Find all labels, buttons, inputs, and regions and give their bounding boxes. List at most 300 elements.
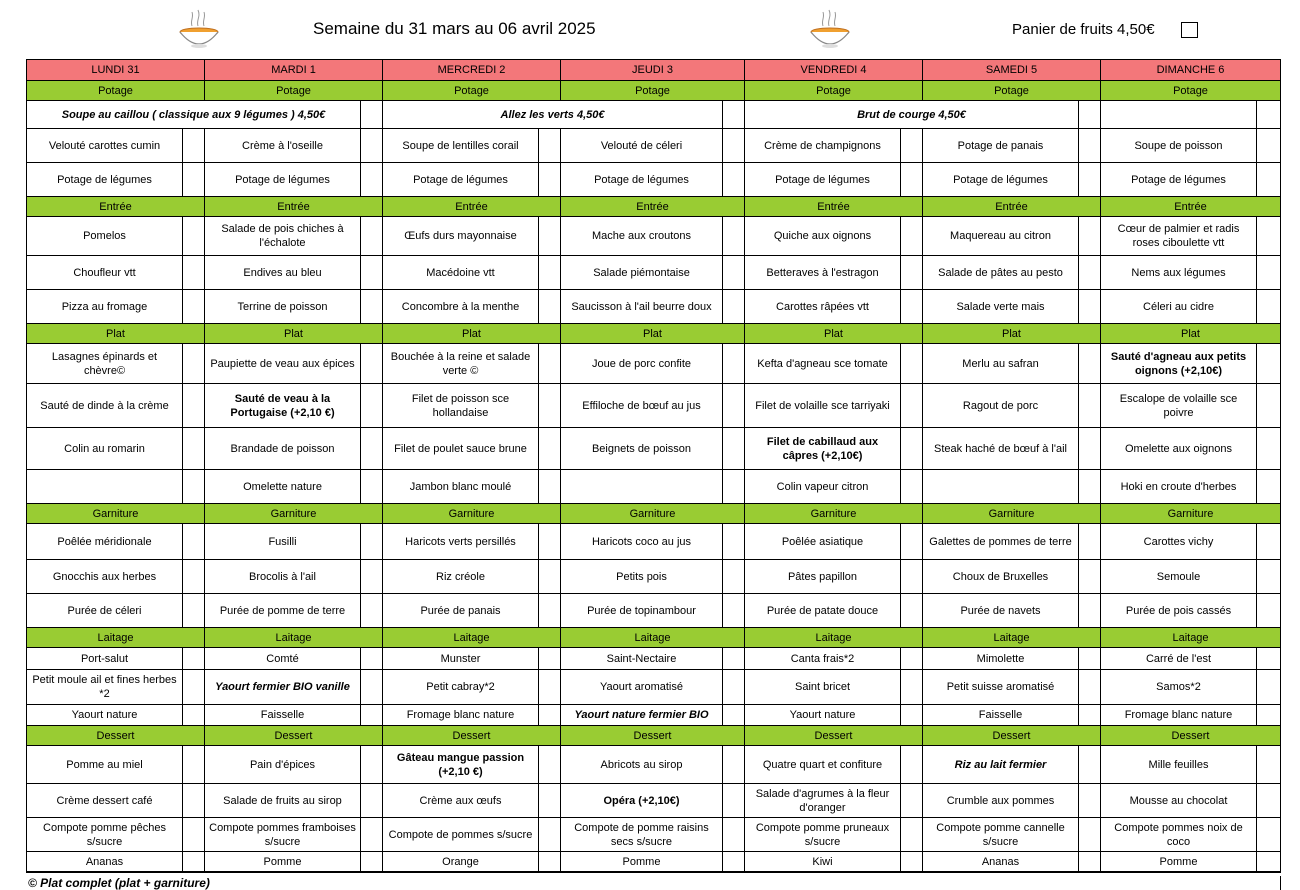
weekly-menu-table [26,59,1281,873]
menu-item-spacer [539,818,561,852]
menu-item: Choufleur vtt [27,256,183,290]
menu-item: Jambon blanc moulé [383,470,539,504]
menu-item-spacer [183,670,205,705]
section-header-garniture: Garniture [1101,504,1280,524]
menu-item-spacer [183,524,205,560]
menu-item-spacer [1079,290,1101,324]
menu-item: Purée de céleri [27,594,183,628]
menu-item: Soupe de lentilles corail [383,129,539,163]
menu-item-spacer [1079,648,1101,670]
section-header-plat: Plat [205,324,383,344]
menu-item-spacer [1079,560,1101,594]
menu-item-spacer [901,524,923,560]
menu-item-spacer [1079,818,1101,852]
menu-item-spacer [901,384,923,428]
menu-item: Purée de panais [383,594,539,628]
menu-item-spacer [1257,670,1280,705]
menu-item: Crème de champignons [745,129,901,163]
menu-item-spacer [1257,101,1280,129]
menu-item: Ragout de porc [923,384,1079,428]
menu-item: Effiloche de bœuf au jus [561,384,723,428]
menu-item: Lasagnes épinards et chèvre© [27,344,183,384]
menu-item-spacer [901,746,923,784]
menu-item-spacer [1257,705,1280,726]
menu-item-spacer [361,344,383,384]
menu-item: Yaourt nature [745,705,901,726]
menu-item-spacer [723,217,745,256]
menu-item: Maquereau au citron [923,217,1079,256]
menu-item-spacer [539,670,561,705]
menu-item: Pomelos [27,217,183,256]
section-header-entree: Entrée [745,197,923,217]
menu-item-spacer [1257,290,1280,324]
menu-item-spacer [183,594,205,628]
section-header-plat: Plat [27,324,205,344]
menu-item: Compote pomme pruneaux s/sucre [745,818,901,852]
day-header: SAMEDI 5 [923,60,1101,81]
menu-item-spacer [1257,384,1280,428]
menu-item: Escalope de volaille sce poivre [1101,384,1257,428]
menu-item: Abricots au sirop [561,746,723,784]
menu-item-spacer [183,648,205,670]
menu-item-spacer [1079,594,1101,628]
menu-item-spacer [1257,524,1280,560]
menu-item-spacer [1079,470,1101,504]
menu-item: Yaourt nature [27,705,183,726]
fruit-basket-checkbox[interactable] [1181,22,1198,38]
menu-item-spacer [183,163,205,197]
menu-item: Yaourt fermier BIO vanille [205,670,361,705]
menu-item: Petit suisse aromatisé [923,670,1079,705]
section-header-potage: Potage [205,81,383,101]
menu-item-spacer [361,428,383,470]
menu-item-spacer [901,560,923,594]
menu-item: Céleri au cidre [1101,290,1257,324]
footnote: © Plat complet (plat + garniture) [28,876,210,890]
menu-item-spacer [183,384,205,428]
menu-item: Compote de pommes s/sucre [383,818,539,852]
menu-item: Paupiette de veau aux épices [205,344,361,384]
menu-item-spacer [1257,428,1280,470]
menu-item: Potage de légumes [923,163,1079,197]
section-header-garniture: Garniture [561,504,745,524]
section-header-laitage: Laitage [27,628,205,648]
day-header: MARDI 1 [205,60,383,81]
menu-item-spacer [723,163,745,197]
menu-item-spacer [723,818,745,852]
menu-item: Potage de légumes [1101,163,1257,197]
menu-item: Filet de poulet sauce brune [383,428,539,470]
menu-item-spacer [1079,101,1101,129]
menu-item-spacer [901,852,923,872]
menu-item-spacer [1079,670,1101,705]
menu-item-spacer [901,217,923,256]
menu-item-spacer [183,852,205,872]
menu-item-spacer [539,384,561,428]
menu-item-spacer [361,217,383,256]
day-header: MERCREDI 2 [383,60,561,81]
menu-item: Pomme [1101,852,1257,872]
section-header-garniture: Garniture [923,504,1101,524]
section-header-plat: Plat [745,324,923,344]
menu-item-spacer [723,470,745,504]
day-header: JEUDI 3 [561,60,745,81]
menu-item: Beignets de poisson [561,428,723,470]
menu-item-spacer [901,784,923,818]
menu-item-spacer [723,524,745,560]
menu-item-spacer [901,163,923,197]
menu-item-spacer [361,560,383,594]
section-header-entree: Entrée [1101,197,1280,217]
menu-item: Mimolette [923,648,1079,670]
menu-item: Betteraves à l'estragon [745,256,901,290]
menu-item: Omelette aux oignons [1101,428,1257,470]
menu-item: Purée de pomme de terre [205,594,361,628]
menu-item-spacer [183,746,205,784]
soup-bowl-icon [805,6,855,52]
menu-item: Sauté de dinde à la crème [27,384,183,428]
menu-item-spacer [901,594,923,628]
menu-item: Macédoine vtt [383,256,539,290]
menu-item-spacer [1079,217,1101,256]
menu-item-spacer [539,524,561,560]
menu-item-spacer [723,129,745,163]
menu-item-spacer [1257,560,1280,594]
section-header-dessert: Dessert [745,726,923,746]
menu-item: Omelette nature [205,470,361,504]
menu-item-spacer [361,256,383,290]
menu-item: Endives au bleu [205,256,361,290]
menu-item: Poêlée asiatique [745,524,901,560]
menu-item-spacer [1257,470,1280,504]
day-header: VENDREDI 4 [745,60,923,81]
day-header: LUNDI 31 [27,60,205,81]
menu-item-spacer [723,594,745,628]
menu-item-spacer [901,470,923,504]
menu-item: Faisselle [923,705,1079,726]
menu-item: Petit moule ail et fines herbes *2 [27,670,183,705]
menu-item-spacer [1257,746,1280,784]
menu-item: Pomme au miel [27,746,183,784]
menu-item-spacer [901,290,923,324]
menu-item-spacer [539,746,561,784]
menu-item: Salade d'agrumes à la fleur d'oranger [745,784,901,818]
menu-item: Nems aux légumes [1101,256,1257,290]
menu-item-spacer [1257,163,1280,197]
menu-item-spacer [723,648,745,670]
menu-item: Filet de poisson sce hollandaise [383,384,539,428]
menu-item-spacer [1257,256,1280,290]
menu-item: Quiche aux oignons [745,217,901,256]
menu-item-spacer [1257,784,1280,818]
menu-item-spacer [539,129,561,163]
section-header-dessert: Dessert [383,726,561,746]
menu-item [923,470,1079,504]
menu-item: Salade de pâtes au pesto [923,256,1079,290]
menu-item-spacer [183,560,205,594]
section-header-laitage: Laitage [923,628,1101,648]
menu-item: Saint bricet [745,670,901,705]
menu-item-spacer [901,670,923,705]
menu-item: Brandade de poisson [205,428,361,470]
section-header-laitage: Laitage [205,628,383,648]
menu-item: Mille feuilles [1101,746,1257,784]
menu-item: Opéra (+2,10€) [561,784,723,818]
menu-item: Brocolis à l'ail [205,560,361,594]
menu-item-spacer [723,784,745,818]
menu-item-spacer [1257,217,1280,256]
menu-item: Salade piémontaise [561,256,723,290]
section-header-potage: Potage [923,81,1101,101]
section-header-laitage: Laitage [561,628,745,648]
menu-item-spacer [539,428,561,470]
menu-item: Terrine de poisson [205,290,361,324]
menu-item-spacer [1079,705,1101,726]
menu-item: Orange [383,852,539,872]
menu-item: Colin vapeur citron [745,470,901,504]
menu-item: Velouté de céleri [561,129,723,163]
menu-item-spacer [183,705,205,726]
section-header-entree: Entrée [27,197,205,217]
menu-item: Sauté de veau à la Portugaise (+2,10 €) [205,384,361,428]
menu-item: Saucisson à l'ail beurre doux [561,290,723,324]
menu-item: Quatre quart et confiture [745,746,901,784]
menu-item: Petit cabray*2 [383,670,539,705]
menu-item: Carottes râpées vtt [745,290,901,324]
soup-special [1101,101,1257,129]
section-header-garniture: Garniture [27,504,205,524]
soup-special: Allez les verts 4,50€ [383,101,723,129]
menu-item: Crème aux œufs [383,784,539,818]
menu-item: Semoule [1101,560,1257,594]
section-header-laitage: Laitage [1101,628,1280,648]
menu-item-spacer [539,256,561,290]
menu-item: Crumble aux pommes [923,784,1079,818]
menu-item: Pomme [561,852,723,872]
page-title: Semaine du 31 mars au 06 avril 2025 [313,19,596,38]
menu-item-spacer [183,290,205,324]
menu-item: Port-salut [27,648,183,670]
menu-item-spacer [539,784,561,818]
menu-item-spacer [361,818,383,852]
section-header-plat: Plat [383,324,561,344]
section-header-garniture: Garniture [745,504,923,524]
section-header-dessert: Dessert [1101,726,1280,746]
menu-item-spacer [361,290,383,324]
menu-item: Mousse au chocolat [1101,784,1257,818]
menu-item-spacer [361,784,383,818]
menu-item-spacer [1079,344,1101,384]
menu-item-spacer [539,470,561,504]
menu-item: Joue de porc confite [561,344,723,384]
menu-item: Soupe de poisson [1101,129,1257,163]
menu-item-spacer [1257,344,1280,384]
menu-item: Ananas [923,852,1079,872]
menu-item-spacer [901,648,923,670]
menu-item-spacer [1079,256,1101,290]
menu-item: Purée de navets [923,594,1079,628]
section-header-plat: Plat [1101,324,1280,344]
menu-item: Samos*2 [1101,670,1257,705]
menu-item-spacer [539,560,561,594]
menu-item: Pizza au fromage [27,290,183,324]
menu-item-spacer [361,470,383,504]
menu-item-spacer [901,129,923,163]
menu-item: Potage de légumes [745,163,901,197]
menu-item-spacer [723,560,745,594]
menu-item-spacer [1079,129,1101,163]
menu-item-spacer [183,818,205,852]
menu-item-spacer [539,705,561,726]
section-header-entree: Entrée [561,197,745,217]
menu-item-spacer [723,256,745,290]
section-header-dessert: Dessert [561,726,745,746]
menu-item-spacer [539,290,561,324]
menu-item-spacer [723,670,745,705]
menu-item-spacer [183,256,205,290]
menu-item-spacer [361,670,383,705]
menu-item: Sauté d'agneau aux petits oignons (+2,10€) [1101,344,1257,384]
menu-item-spacer [183,344,205,384]
menu-item: Haricots coco au jus [561,524,723,560]
menu-item-spacer [723,705,745,726]
section-header-potage: Potage [745,81,923,101]
menu-item-spacer [361,852,383,872]
menu-item: Fromage blanc nature [383,705,539,726]
section-header-entree: Entrée [205,197,383,217]
menu-item-spacer [723,101,745,129]
menu-item: Salade de pois chiches à l'échalote [205,217,361,256]
menu-item-spacer [361,101,383,129]
menu-item [27,470,183,504]
section-header-plat: Plat [561,324,745,344]
section-header-garniture: Garniture [383,504,561,524]
menu-item: Potage de légumes [383,163,539,197]
soup-special: Brut de courge 4,50€ [745,101,1079,129]
menu-item: Kiwi [745,852,901,872]
menu-item-spacer [361,648,383,670]
menu-item-spacer [183,217,205,256]
menu-item-spacer [361,163,383,197]
menu-item: Compote pomme cannelle s/sucre [923,818,1079,852]
menu-item: Faisselle [205,705,361,726]
section-header-potage: Potage [561,81,745,101]
menu-item-spacer [1257,648,1280,670]
menu-item-spacer [361,705,383,726]
menu-item-spacer [723,746,745,784]
menu-item: Compote pommes noix de coco [1101,818,1257,852]
menu-item: Pain d'épices [205,746,361,784]
menu-item-spacer [539,217,561,256]
menu-item: Compote pomme pêches s/sucre [27,818,183,852]
day-header: DIMANCHE 6 [1101,60,1280,81]
menu-item: Fusilli [205,524,361,560]
menu-item: Riz au lait fermier [923,746,1079,784]
menu-item: Saint-Nectaire [561,648,723,670]
menu-item: Gnocchis aux herbes [27,560,183,594]
menu-item: Potage de panais [923,129,1079,163]
soup-special: Soupe au caillou ( classique aux 9 légumes ) 4,50€ [27,101,361,129]
menu-item: Yaourt aromatisé [561,670,723,705]
menu-item-spacer [361,524,383,560]
menu-item-spacer [1079,163,1101,197]
menu-item-spacer [1079,524,1101,560]
section-header-potage: Potage [27,81,205,101]
menu-item: Ananas [27,852,183,872]
menu-item: Œufs durs mayonnaise [383,217,539,256]
soup-bowl-icon [174,6,224,52]
menu-item: Galettes de pommes de terre [923,524,1079,560]
menu-item: Velouté carottes cumin [27,129,183,163]
menu-item-spacer [361,746,383,784]
section-header-laitage: Laitage [745,628,923,648]
section-header-garniture: Garniture [205,504,383,524]
menu-item: Choux de Bruxelles [923,560,1079,594]
menu-item: Potage de légumes [205,163,361,197]
menu-item: Carré de l'est [1101,648,1257,670]
table-edge [1280,876,1281,890]
menu-item: Haricots verts persillés [383,524,539,560]
menu-item-spacer [1257,852,1280,872]
menu-item: Salade verte mais [923,290,1079,324]
menu-item: Compote pommes framboises s/sucre [205,818,361,852]
menu-item-spacer [723,344,745,384]
menu-item: Salade de fruits au sirop [205,784,361,818]
menu-item: Potage de légumes [561,163,723,197]
menu-item-spacer [1079,784,1101,818]
menu-item-spacer [361,594,383,628]
menu-item: Poêlée méridionale [27,524,183,560]
menu-item: Purée de pois cassés [1101,594,1257,628]
menu-item: Petits pois [561,560,723,594]
fruit-basket-label: Panier de fruits 4,50€ [1012,21,1155,38]
menu-item-spacer [1257,594,1280,628]
menu-item: Hoki en croute d'herbes [1101,470,1257,504]
menu-item: Fromage blanc nature [1101,705,1257,726]
menu-item: Pâtes papillon [745,560,901,594]
menu-item: Potage de légumes [27,163,183,197]
menu-item: Yaourt nature fermier BIO [561,705,723,726]
menu-item: Concombre à la menthe [383,290,539,324]
menu-item: Riz créole [383,560,539,594]
menu-item: Gâteau mangue passion (+2,10 €) [383,746,539,784]
menu-item-spacer [901,344,923,384]
menu-item: Colin au romarin [27,428,183,470]
menu-item-spacer [1079,384,1101,428]
menu-item: Purée de topinambour [561,594,723,628]
menu-item-spacer [723,852,745,872]
menu-item-spacer [723,384,745,428]
section-header-potage: Potage [1101,81,1280,101]
menu-item: Kefta d'agneau sce tomate [745,344,901,384]
menu-item-spacer [183,784,205,818]
menu-item-spacer [361,384,383,428]
menu-item-spacer [539,594,561,628]
section-header-potage: Potage [383,81,561,101]
menu-item-spacer [539,648,561,670]
menu-item-spacer [723,428,745,470]
menu-item: Canta frais*2 [745,648,901,670]
section-header-entree: Entrée [383,197,561,217]
menu-item: Crème à l'oseille [205,129,361,163]
menu-item-spacer [901,818,923,852]
menu-item-spacer [183,129,205,163]
menu-item-spacer [539,163,561,197]
menu-item-spacer [901,705,923,726]
section-header-dessert: Dessert [205,726,383,746]
menu-item-spacer [723,290,745,324]
menu-item: Compote de pomme raisins secs s/sucre [561,818,723,852]
